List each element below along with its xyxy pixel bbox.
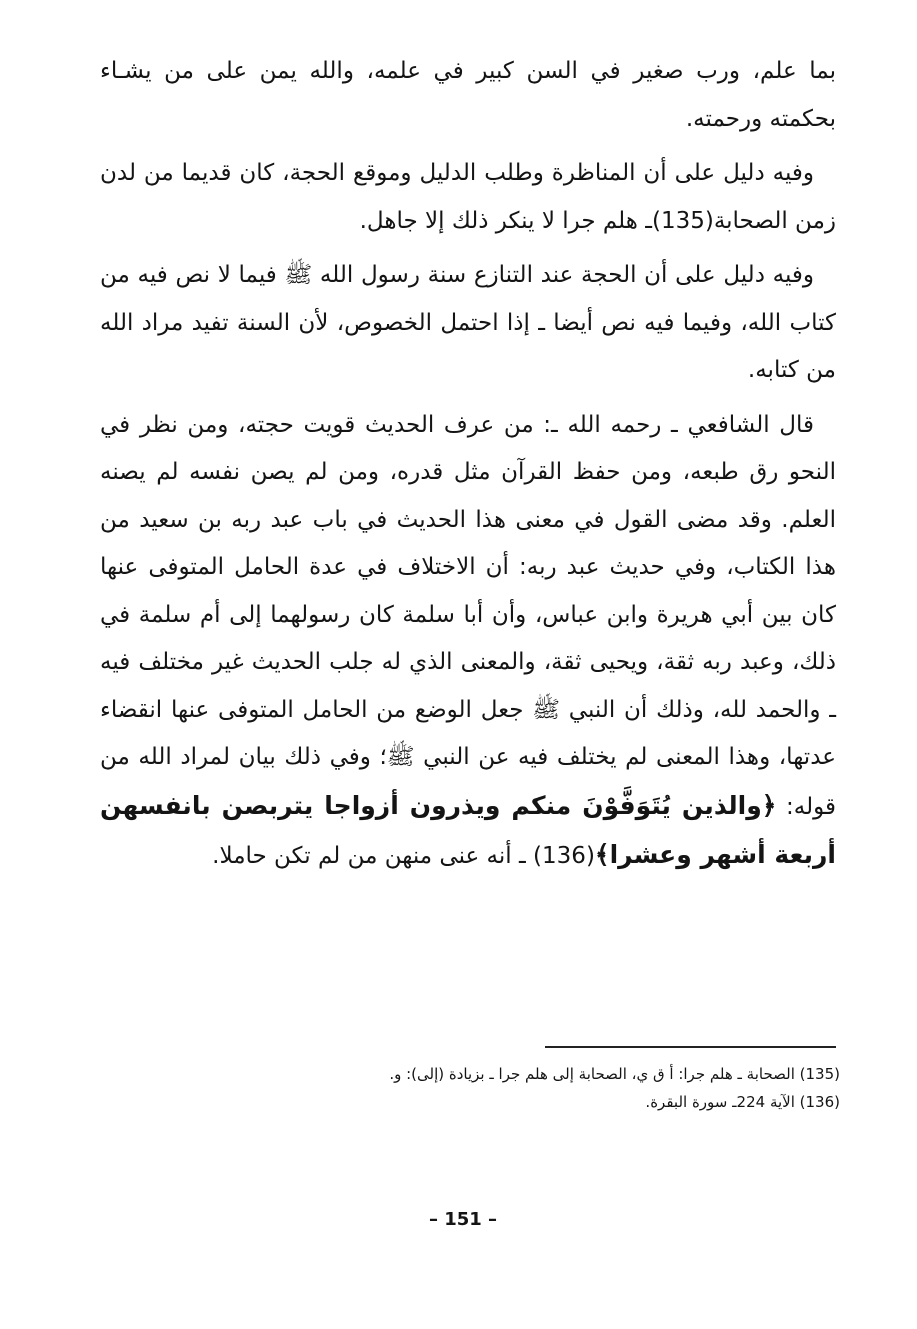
- footnote-135: (135) الصحابة ـ هلم جرا: أ ق ي، الصحابة إلى هلم جرا ـ بزيادة (إلى): و.: [389, 1065, 840, 1083]
- paragraph-1: بما علم، ورب صغير في السن كبير في علمه، والله يمن على من يشـاء بحكمته ورحمته.: [100, 58, 836, 132]
- page-number: – 151 –: [428, 1209, 498, 1230]
- paragraph-4-suffix: (136) ـ أنه عنى منهن من لم تكن حاملا.: [212, 843, 595, 869]
- paragraph-4: [100, 402, 836, 881]
- footnote-divider: [545, 1046, 836, 1048]
- footnote-136: (136) الآية 224ـ سورة البقرة.: [645, 1093, 840, 1111]
- footnotes: [300, 1060, 840, 1116]
- quran-verse: ﴿والذين يُتَوَفَّوْنَ منكم ويذرون أزواجا يتربصن بانفسهن أربعة أشهر وعشرا﴾: [100, 790, 836, 869]
- main-text: [100, 48, 836, 881]
- paragraph-2: وفيه دليل على أن المناظرة وطلب الدليل وموقع الحجة، كان قديما من لدن زمن الصحابة(135)ـ هلم جرا لا ينكر ذلك إلا جاهل.: [100, 160, 836, 234]
- paragraph-3: وفيه دليل على أن الحجة عند التنازع سنة رسول الله ﷺ فيما لا نص فيه من كتاب الله، وفيما فيه نص أيضا ـ إذا احتمل الخصوص، لأن السنة تفيد مراد الله من كتابه.: [100, 262, 836, 383]
- paragraph-4-prefix: قال الشافعي ـ رحمه الله ـ: من عرف الحديث قويت حجته، ومن نظر في النحو رق طبعه، ومن حفظ القرآن مثل قدره، ومن لم يصن نفسه لم يصنه العلم. وقد مضى القول في معنى هذا الحديث في باب عبد ربه بن سعيد من هذا الكتاب، وفي حديث عبد ربه: أن الاختلاف في عدة الحامل المتوفى عنها كان بين أبي هريرة وابن عباس، وأن أبا سلمة كان رسولهما إلى أم سلمة في ذلك، وعبد ربه ثقة، ويحيى ثقة، والمعنى الذي له جلب الحديث غير مختلف فيه ـ والحمد لله، وذلك أن النبي ﷺ جعل الوضع من الحامل المتوفى عنها انقضاء عدتها، وهذا المعنى لم يختلف فيه عن النبي ﷺ؛ وفي ذلك بيان لمراد الله من قوله:: [100, 411, 836, 820]
